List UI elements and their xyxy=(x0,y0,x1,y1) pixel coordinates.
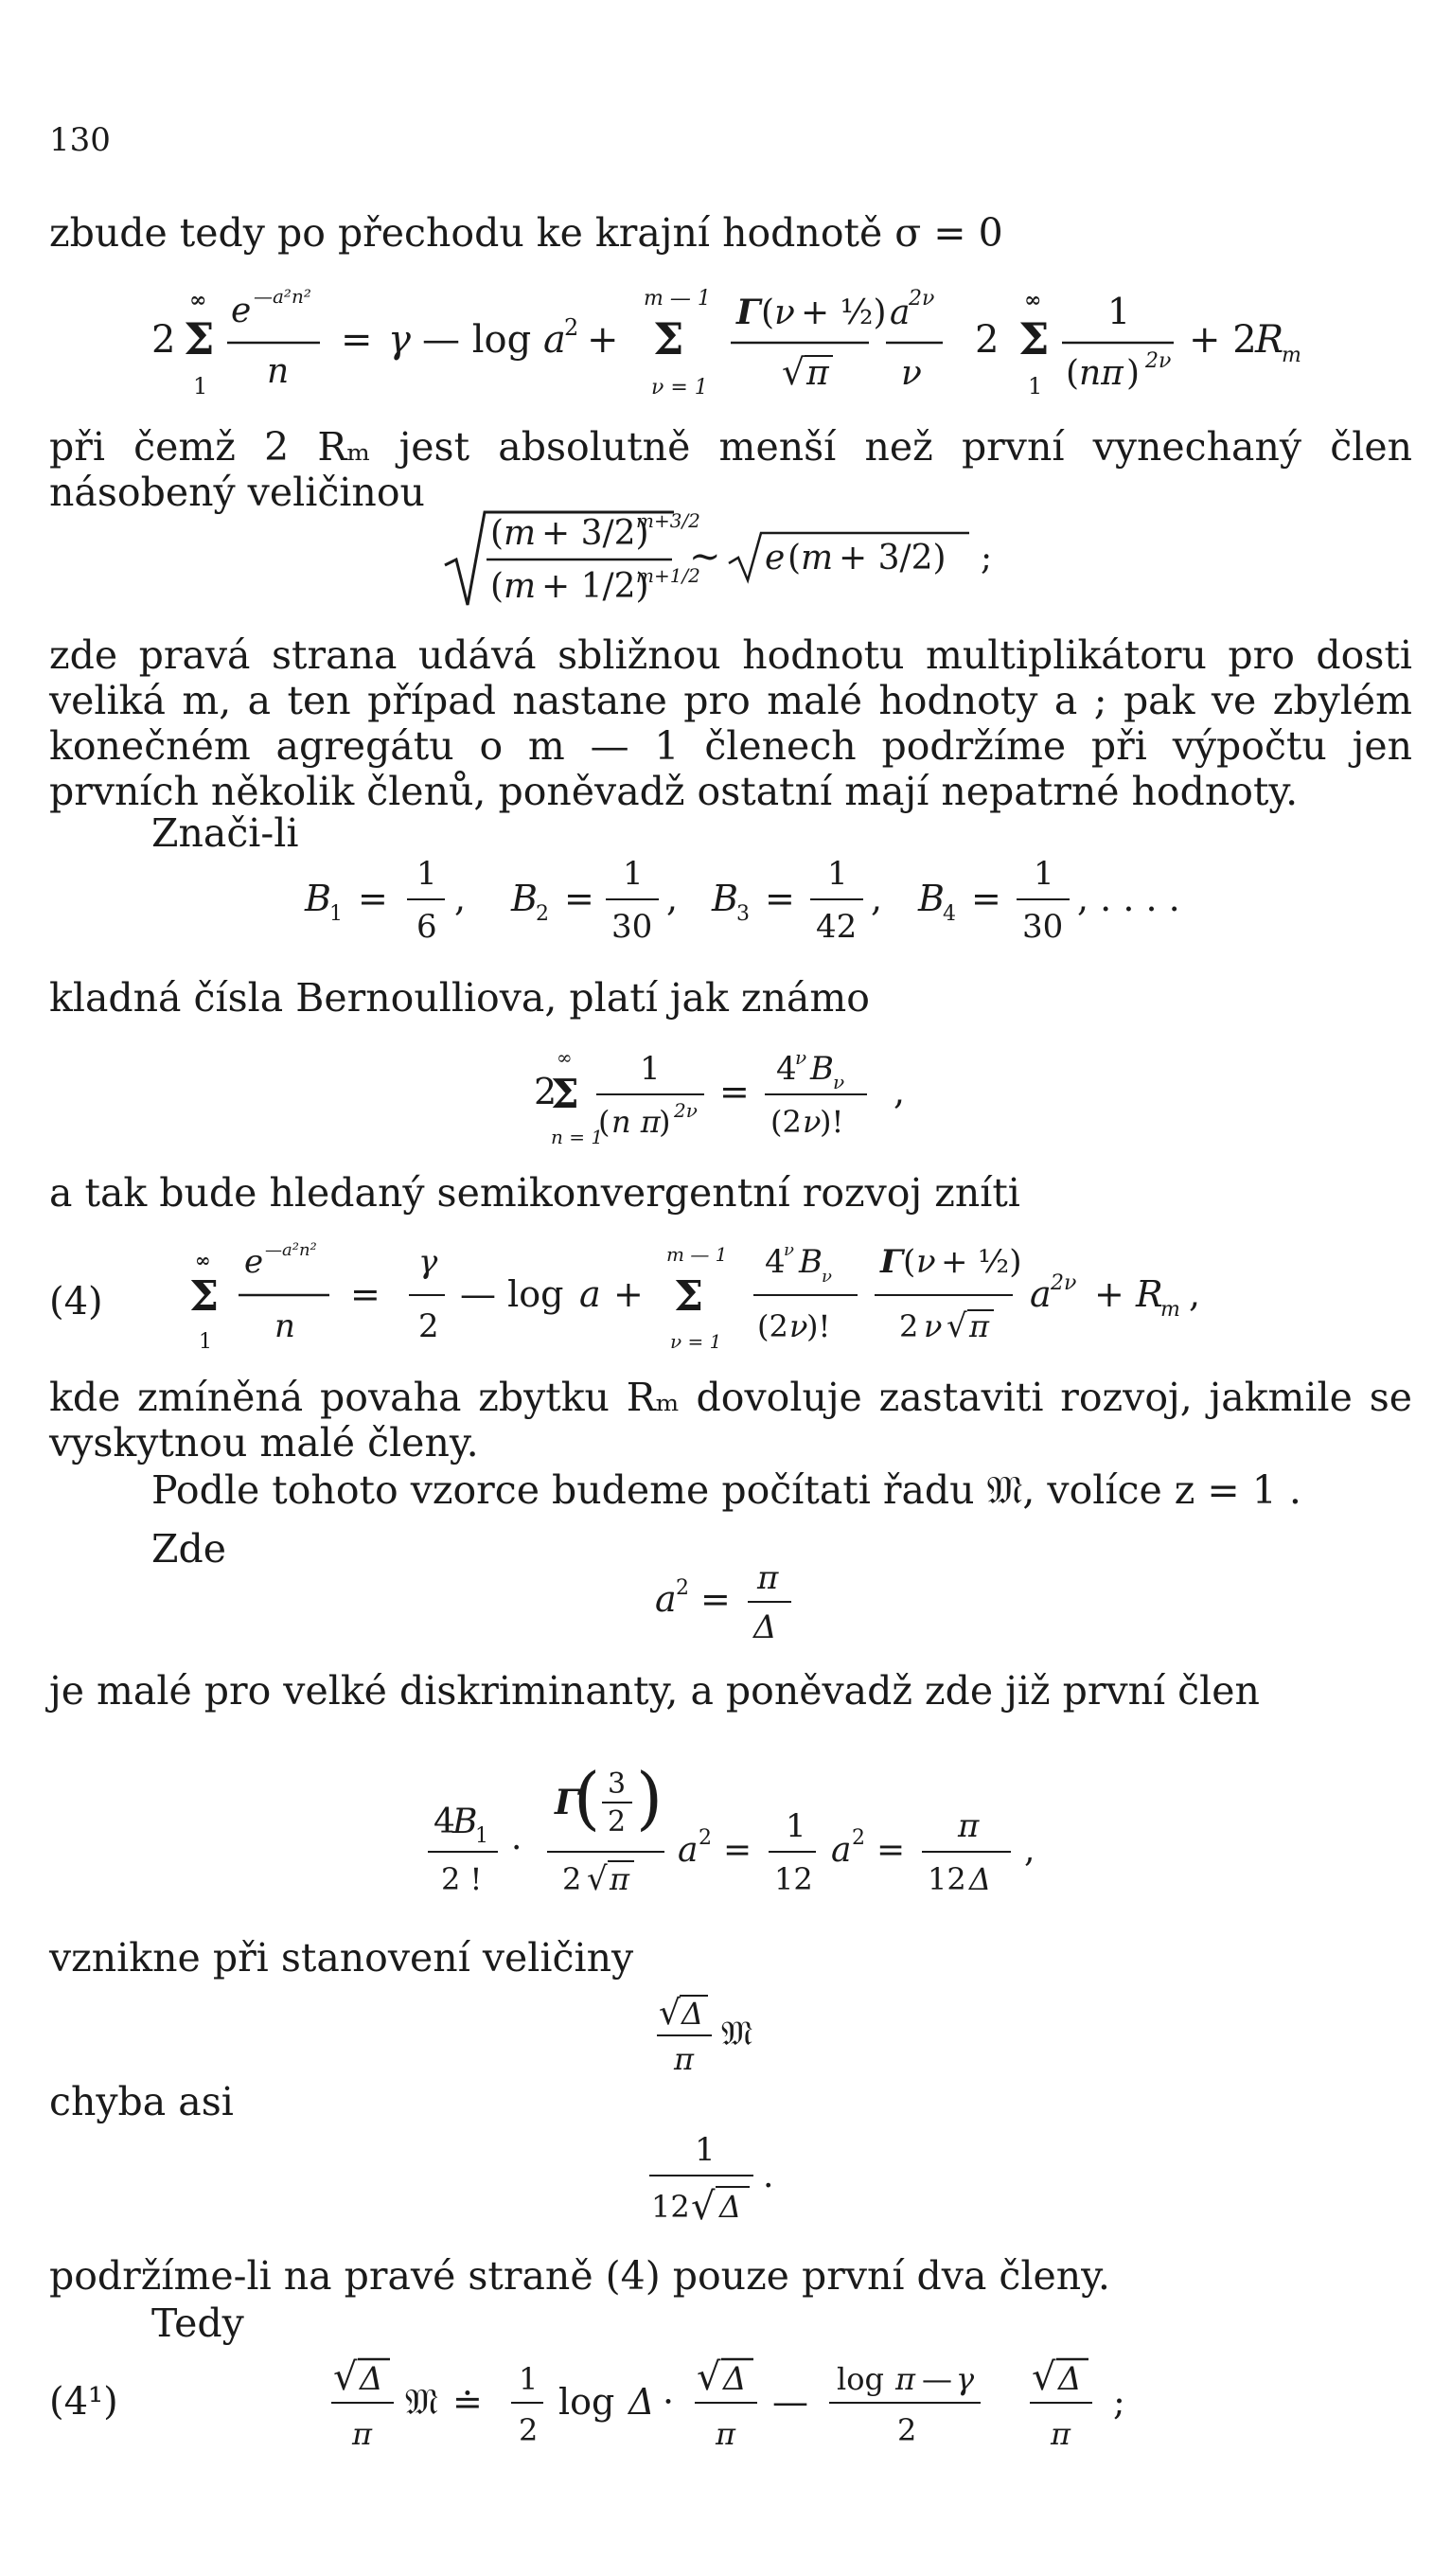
svg-text:2: 2 xyxy=(519,2412,539,2448)
svg-text:2: 2 xyxy=(564,314,579,341)
svg-text:R: R xyxy=(1255,318,1284,362)
equation-10-graphic xyxy=(0,2340,1451,2473)
svg-text:√: √ xyxy=(1032,2355,1056,2399)
svg-text:R: R xyxy=(1136,1273,1163,1315)
paragraph-semiconvergent: a tak bude hledaný semikonvergentní rozvoj zníti xyxy=(49,1170,1020,1216)
svg-text:m: m xyxy=(801,539,834,577)
paragraph-thus: Tedy xyxy=(151,2301,244,2346)
svg-text:Σ: Σ xyxy=(551,1071,579,1117)
svg-text:π: π xyxy=(958,1807,980,1845)
svg-text:B: B xyxy=(511,878,538,919)
svg-text:ν: ν xyxy=(795,1046,807,1069)
svg-text:1: 1 xyxy=(1034,855,1054,893)
svg-text:a: a xyxy=(579,1273,601,1315)
svg-text:log: log xyxy=(558,2381,615,2423)
equation-bernoulli-values xyxy=(0,852,1451,956)
equation-2-graphic xyxy=(0,506,1451,611)
svg-text:ν: ν xyxy=(924,1308,943,1344)
paragraph-bernoulli: kladná čísla Bernoulliova, platí jak známo xyxy=(49,975,870,1021)
svg-text:a: a xyxy=(655,1578,677,1620)
svg-text:,: , xyxy=(454,878,467,919)
equation-first-term xyxy=(0,1742,1451,1903)
svg-text:π: π xyxy=(610,1861,630,1897)
svg-text:ν: ν xyxy=(784,1240,794,1260)
svg-text:e: e xyxy=(244,1243,264,1281)
svg-text:2: 2 xyxy=(899,1308,919,1344)
svg-text:,: , xyxy=(666,878,679,919)
svg-text:=: = xyxy=(564,878,594,919)
svg-text:+: + xyxy=(587,318,619,362)
svg-text:(: ( xyxy=(1066,354,1080,393)
svg-text:B: B xyxy=(810,1050,834,1088)
svg-text:2: 2 xyxy=(534,1071,557,1112)
svg-text:Δ: Δ xyxy=(719,2189,742,2225)
svg-text:1: 1 xyxy=(475,1824,488,1848)
paragraph-error: chyba asi xyxy=(49,2079,234,2124)
paragraph-if: Znači-li xyxy=(151,810,299,856)
svg-text:Σ: Σ xyxy=(674,1272,704,1321)
svg-text:Δ: Δ xyxy=(681,1996,704,2032)
svg-text:3: 3 xyxy=(608,1768,627,1801)
svg-text:·: · xyxy=(511,1829,522,1868)
svg-text:+ ½): + ½) xyxy=(801,293,887,332)
svg-text:, . . . .: , . . . . xyxy=(1077,878,1180,919)
svg-text:(: ( xyxy=(598,1104,610,1140)
svg-text:1: 1 xyxy=(1028,373,1043,400)
svg-text:12: 12 xyxy=(774,1861,813,1897)
svg-text:,: , xyxy=(1024,1831,1035,1870)
svg-text:γ: γ xyxy=(418,1243,438,1281)
svg-text:ν: ν xyxy=(901,354,922,393)
svg-text:√: √ xyxy=(947,1307,967,1345)
svg-text:B: B xyxy=(712,878,738,919)
svg-text:m: m xyxy=(504,514,537,553)
svg-text:Γ: Γ xyxy=(736,293,761,332)
svg-text:Δ: Δ xyxy=(360,2360,383,2398)
svg-text:=: = xyxy=(719,1071,750,1112)
svg-text:)!: )! xyxy=(806,1308,831,1344)
svg-text:2: 2 xyxy=(676,1576,689,1600)
svg-text:1: 1 xyxy=(827,855,848,893)
equation-series-expansion xyxy=(0,276,1451,418)
svg-text:a: a xyxy=(1030,1273,1052,1315)
paragraph-explanation: zde pravá strana udává sbližnou hodnotu multiplikátoru pro dosti veliká m, a ten případ nastane pro malé hodnoty a ; pak ve zbylém konečném agregátu o m — 1 členech podržíme při výpočtu jen prvních několik členů, poněvadž ostatní mají nepatrné hodnoty. xyxy=(49,632,1412,814)
svg-text:ν: ν xyxy=(833,1071,845,1093)
equation-5-graphic xyxy=(0,1235,1451,1367)
equation-label-4-1: (4¹) xyxy=(49,2380,118,2424)
svg-text:1: 1 xyxy=(199,1330,212,1354)
svg-text:ν: ν xyxy=(774,293,795,332)
svg-text:√: √ xyxy=(697,2355,721,2399)
svg-text:e: e xyxy=(231,292,252,330)
svg-text:(: ( xyxy=(903,1243,916,1281)
svg-text:1: 1 xyxy=(1107,291,1131,332)
equation-error-term xyxy=(0,2117,1451,2230)
equation-6-graphic xyxy=(0,1553,1451,1647)
svg-text:—a²n²: —a²n² xyxy=(254,285,311,308)
svg-text:30: 30 xyxy=(611,908,653,946)
equation-4-graphic xyxy=(0,1041,1451,1155)
svg-text:(2: (2 xyxy=(770,1104,802,1140)
svg-text:B: B xyxy=(452,1803,478,1841)
paragraph-retain: podržíme-li na pravé straně (4) pouze první dva členy. xyxy=(49,2253,1110,2299)
svg-text:m — 1: m — 1 xyxy=(644,287,711,311)
svg-text:√: √ xyxy=(691,2185,716,2229)
equation-zeta-sum xyxy=(0,1041,1451,1155)
equation-label-4: (4) xyxy=(49,1280,103,1324)
svg-text:m: m xyxy=(504,567,537,606)
equation-8-graphic xyxy=(0,1981,1451,2075)
svg-text:a: a xyxy=(890,293,911,332)
svg-text:2ν: 2ν xyxy=(1051,1271,1077,1295)
paragraph-remainder-nature: kde zmíněná povaha zbytku Rₘ dovoluje zastaviti rozvoj, jakmile se vyskytnou malé členy. xyxy=(49,1375,1412,1466)
svg-text:=: = xyxy=(350,1273,380,1315)
svg-text:∞: ∞ xyxy=(189,288,207,312)
svg-text:;: ; xyxy=(1113,2381,1125,2423)
equation-a-squared xyxy=(0,1553,1451,1647)
svg-text:Σ: Σ xyxy=(653,313,684,364)
svg-text:— log: — log xyxy=(422,318,532,362)
svg-text:ν: ν xyxy=(803,1104,822,1140)
paragraph-intro: zbude tedy po přechodu ke krajní hodnotě σ = 0 xyxy=(49,210,1003,256)
svg-text:Γ: Γ xyxy=(880,1243,904,1281)
svg-text:Δ: Δ xyxy=(628,2381,655,2423)
svg-text:∞: ∞ xyxy=(1024,288,1042,312)
svg-text:π: π xyxy=(757,1559,779,1597)
svg-text:∞: ∞ xyxy=(195,1249,211,1271)
equation-4-expansion xyxy=(0,1235,1451,1367)
svg-text:∼: ∼ xyxy=(689,535,721,578)
svg-text:6: 6 xyxy=(416,908,437,946)
svg-text:√: √ xyxy=(333,2355,358,2399)
svg-text:1: 1 xyxy=(623,855,644,893)
svg-text:·: · xyxy=(663,2381,675,2423)
equation-3-graphic xyxy=(0,852,1451,956)
svg-text:): ) xyxy=(636,1758,664,1838)
svg-text:B: B xyxy=(918,878,945,919)
svg-text:4: 4 xyxy=(943,902,956,926)
equation-4-1-result xyxy=(0,2340,1451,2473)
svg-text:ν = 1: ν = 1 xyxy=(670,1330,722,1353)
svg-text:1: 1 xyxy=(695,2131,716,2169)
svg-text:2 !: 2 ! xyxy=(441,1861,483,1897)
svg-text:2: 2 xyxy=(975,318,1000,362)
svg-text:— log: — log xyxy=(460,1273,564,1315)
svg-text:,: , xyxy=(871,878,883,919)
svg-text:4: 4 xyxy=(765,1243,786,1281)
svg-text:=: = xyxy=(765,878,795,919)
svg-text:ν = 1: ν = 1 xyxy=(651,376,708,400)
svg-text:12: 12 xyxy=(651,2189,690,2225)
svg-text:γ: γ xyxy=(956,2361,975,2397)
svg-text:+ 2: + 2 xyxy=(1189,318,1257,362)
equation-quantity xyxy=(0,1981,1451,2075)
svg-text:+ 3/2): + 3/2) xyxy=(541,514,649,553)
svg-text:2: 2 xyxy=(897,2412,917,2448)
svg-text:n: n xyxy=(267,352,290,391)
svg-text:1: 1 xyxy=(786,1807,806,1845)
svg-text:n: n xyxy=(274,1307,295,1345)
paragraph-compute-m: Podle tohoto vzorce budeme počítati řadu 𝔐, volíce z = 1 . xyxy=(151,1467,1301,1513)
svg-text:42: 42 xyxy=(816,908,858,946)
svg-text:,: , xyxy=(894,1071,906,1112)
svg-text:m+3/2: m+3/2 xyxy=(636,509,700,532)
svg-text:𝔐: 𝔐 xyxy=(721,2015,753,2053)
svg-text:2: 2 xyxy=(608,1805,627,1839)
svg-text:log: log xyxy=(837,2361,884,2397)
svg-text:e: e xyxy=(765,539,786,577)
svg-text:π: π xyxy=(1051,2416,1071,2452)
svg-text:;: ; xyxy=(981,539,993,577)
svg-text:2: 2 xyxy=(418,1307,439,1345)
svg-text:(: ( xyxy=(490,514,504,553)
svg-text:γ: γ xyxy=(388,318,411,362)
svg-text:2ν: 2ν xyxy=(1145,349,1172,373)
svg-text:n π: n π xyxy=(611,1104,661,1140)
svg-text:): ) xyxy=(659,1104,671,1140)
svg-text:Σ: Σ xyxy=(1018,313,1050,364)
svg-text:+: + xyxy=(1094,1273,1124,1315)
svg-text:=: = xyxy=(723,1831,752,1870)
svg-text:π: π xyxy=(352,2416,373,2452)
svg-text:=: = xyxy=(876,1831,906,1870)
svg-text:(: ( xyxy=(574,1758,601,1838)
svg-text:)!: )! xyxy=(820,1104,844,1140)
svg-text:30: 30 xyxy=(1022,908,1064,946)
svg-text:Δ: Δ xyxy=(969,1861,992,1897)
svg-text:≐: ≐ xyxy=(452,2381,483,2423)
svg-text:a: a xyxy=(678,1831,699,1870)
svg-text:2: 2 xyxy=(562,1861,582,1897)
svg-text:π: π xyxy=(716,2416,736,2452)
svg-text:ν: ν xyxy=(789,1308,808,1344)
svg-text:.: . xyxy=(763,2157,774,2195)
svg-text:3: 3 xyxy=(736,902,750,926)
svg-text:=: = xyxy=(700,1578,731,1620)
svg-text:=: = xyxy=(341,318,373,362)
svg-text:m: m xyxy=(1160,1298,1180,1322)
svg-text:∞: ∞ xyxy=(557,1046,573,1069)
svg-text:n = 1: n = 1 xyxy=(551,1126,604,1148)
svg-text:—: — xyxy=(922,2361,952,2397)
equation-7-graphic xyxy=(0,1742,1451,1903)
svg-text:2: 2 xyxy=(699,1826,712,1850)
svg-text:(: ( xyxy=(490,567,504,606)
svg-text:(: ( xyxy=(787,539,802,577)
svg-text:Δ: Δ xyxy=(753,1608,777,1646)
paragraph-remainder: při čemž 2 Rₘ jest absolutně menší než první vynechaný člen násobený veličinou xyxy=(49,424,1412,515)
svg-text:1: 1 xyxy=(519,2361,539,2397)
svg-text:2: 2 xyxy=(151,318,176,362)
svg-text:1: 1 xyxy=(193,373,208,400)
svg-text:Δ: Δ xyxy=(723,2360,747,2398)
svg-text:+ 1/2): + 1/2) xyxy=(541,567,649,606)
paragraph-arises: vznikne při stanovení veličiny xyxy=(49,1935,634,1981)
svg-text:2ν: 2ν xyxy=(909,287,935,311)
svg-text:𝔐: 𝔐 xyxy=(405,2381,438,2423)
svg-text:ν: ν xyxy=(916,1243,936,1281)
paragraph-here: Zde xyxy=(151,1526,226,1572)
svg-text:m — 1: m — 1 xyxy=(666,1243,728,1266)
svg-text:π: π xyxy=(969,1308,990,1344)
svg-text:Δ: Δ xyxy=(1058,2360,1082,2398)
svg-text:,: , xyxy=(1189,1273,1201,1315)
svg-text:nπ: nπ xyxy=(1079,354,1124,393)
equation-multiplier xyxy=(0,506,1451,611)
svg-text:√: √ xyxy=(782,351,805,393)
svg-text:B: B xyxy=(799,1243,823,1281)
svg-text:=: = xyxy=(358,878,388,919)
svg-text:B: B xyxy=(305,878,331,919)
svg-text:=: = xyxy=(971,878,1001,919)
svg-text:π: π xyxy=(895,2361,916,2397)
svg-text:(2: (2 xyxy=(757,1308,788,1344)
svg-text:1: 1 xyxy=(416,855,437,893)
svg-text:ν: ν xyxy=(822,1267,832,1287)
svg-text:π: π xyxy=(674,2041,695,2077)
svg-text:(: ( xyxy=(761,293,775,332)
svg-text:m: m xyxy=(1282,344,1301,367)
svg-text:+ 3/2): + 3/2) xyxy=(839,539,947,577)
equation-1-graphic xyxy=(0,276,1451,418)
paragraph-small: je malé pro velké diskriminanty, a poněvadž zde již první člen xyxy=(49,1668,1260,1714)
page-number: 130 xyxy=(49,121,111,159)
svg-text:m+1/2: m+1/2 xyxy=(636,564,700,587)
svg-text:a: a xyxy=(543,318,566,362)
svg-text:√: √ xyxy=(659,1994,681,2033)
svg-text:2ν: 2ν xyxy=(674,1099,698,1122)
svg-text:+ ½): + ½) xyxy=(941,1243,1022,1281)
svg-text:—: — xyxy=(772,2381,808,2423)
svg-text:π: π xyxy=(806,354,829,393)
svg-text:Σ: Σ xyxy=(184,313,215,364)
equation-9-graphic xyxy=(0,2117,1451,2230)
svg-text:): ) xyxy=(1126,354,1141,393)
svg-text:1: 1 xyxy=(640,1050,661,1088)
svg-text:√: √ xyxy=(587,1860,608,1898)
svg-text:a: a xyxy=(831,1831,852,1870)
svg-text:2: 2 xyxy=(852,1826,865,1850)
svg-text:Σ: Σ xyxy=(189,1272,220,1321)
svg-text:4: 4 xyxy=(776,1050,797,1088)
svg-text:12: 12 xyxy=(928,1861,966,1897)
svg-text:—a²n²: —a²n² xyxy=(265,1240,317,1260)
svg-text:4: 4 xyxy=(434,1803,455,1841)
svg-text:+: + xyxy=(613,1273,644,1315)
svg-text:Γ: Γ xyxy=(555,1783,579,1822)
svg-text:2: 2 xyxy=(536,902,549,926)
svg-text:1: 1 xyxy=(329,902,343,926)
